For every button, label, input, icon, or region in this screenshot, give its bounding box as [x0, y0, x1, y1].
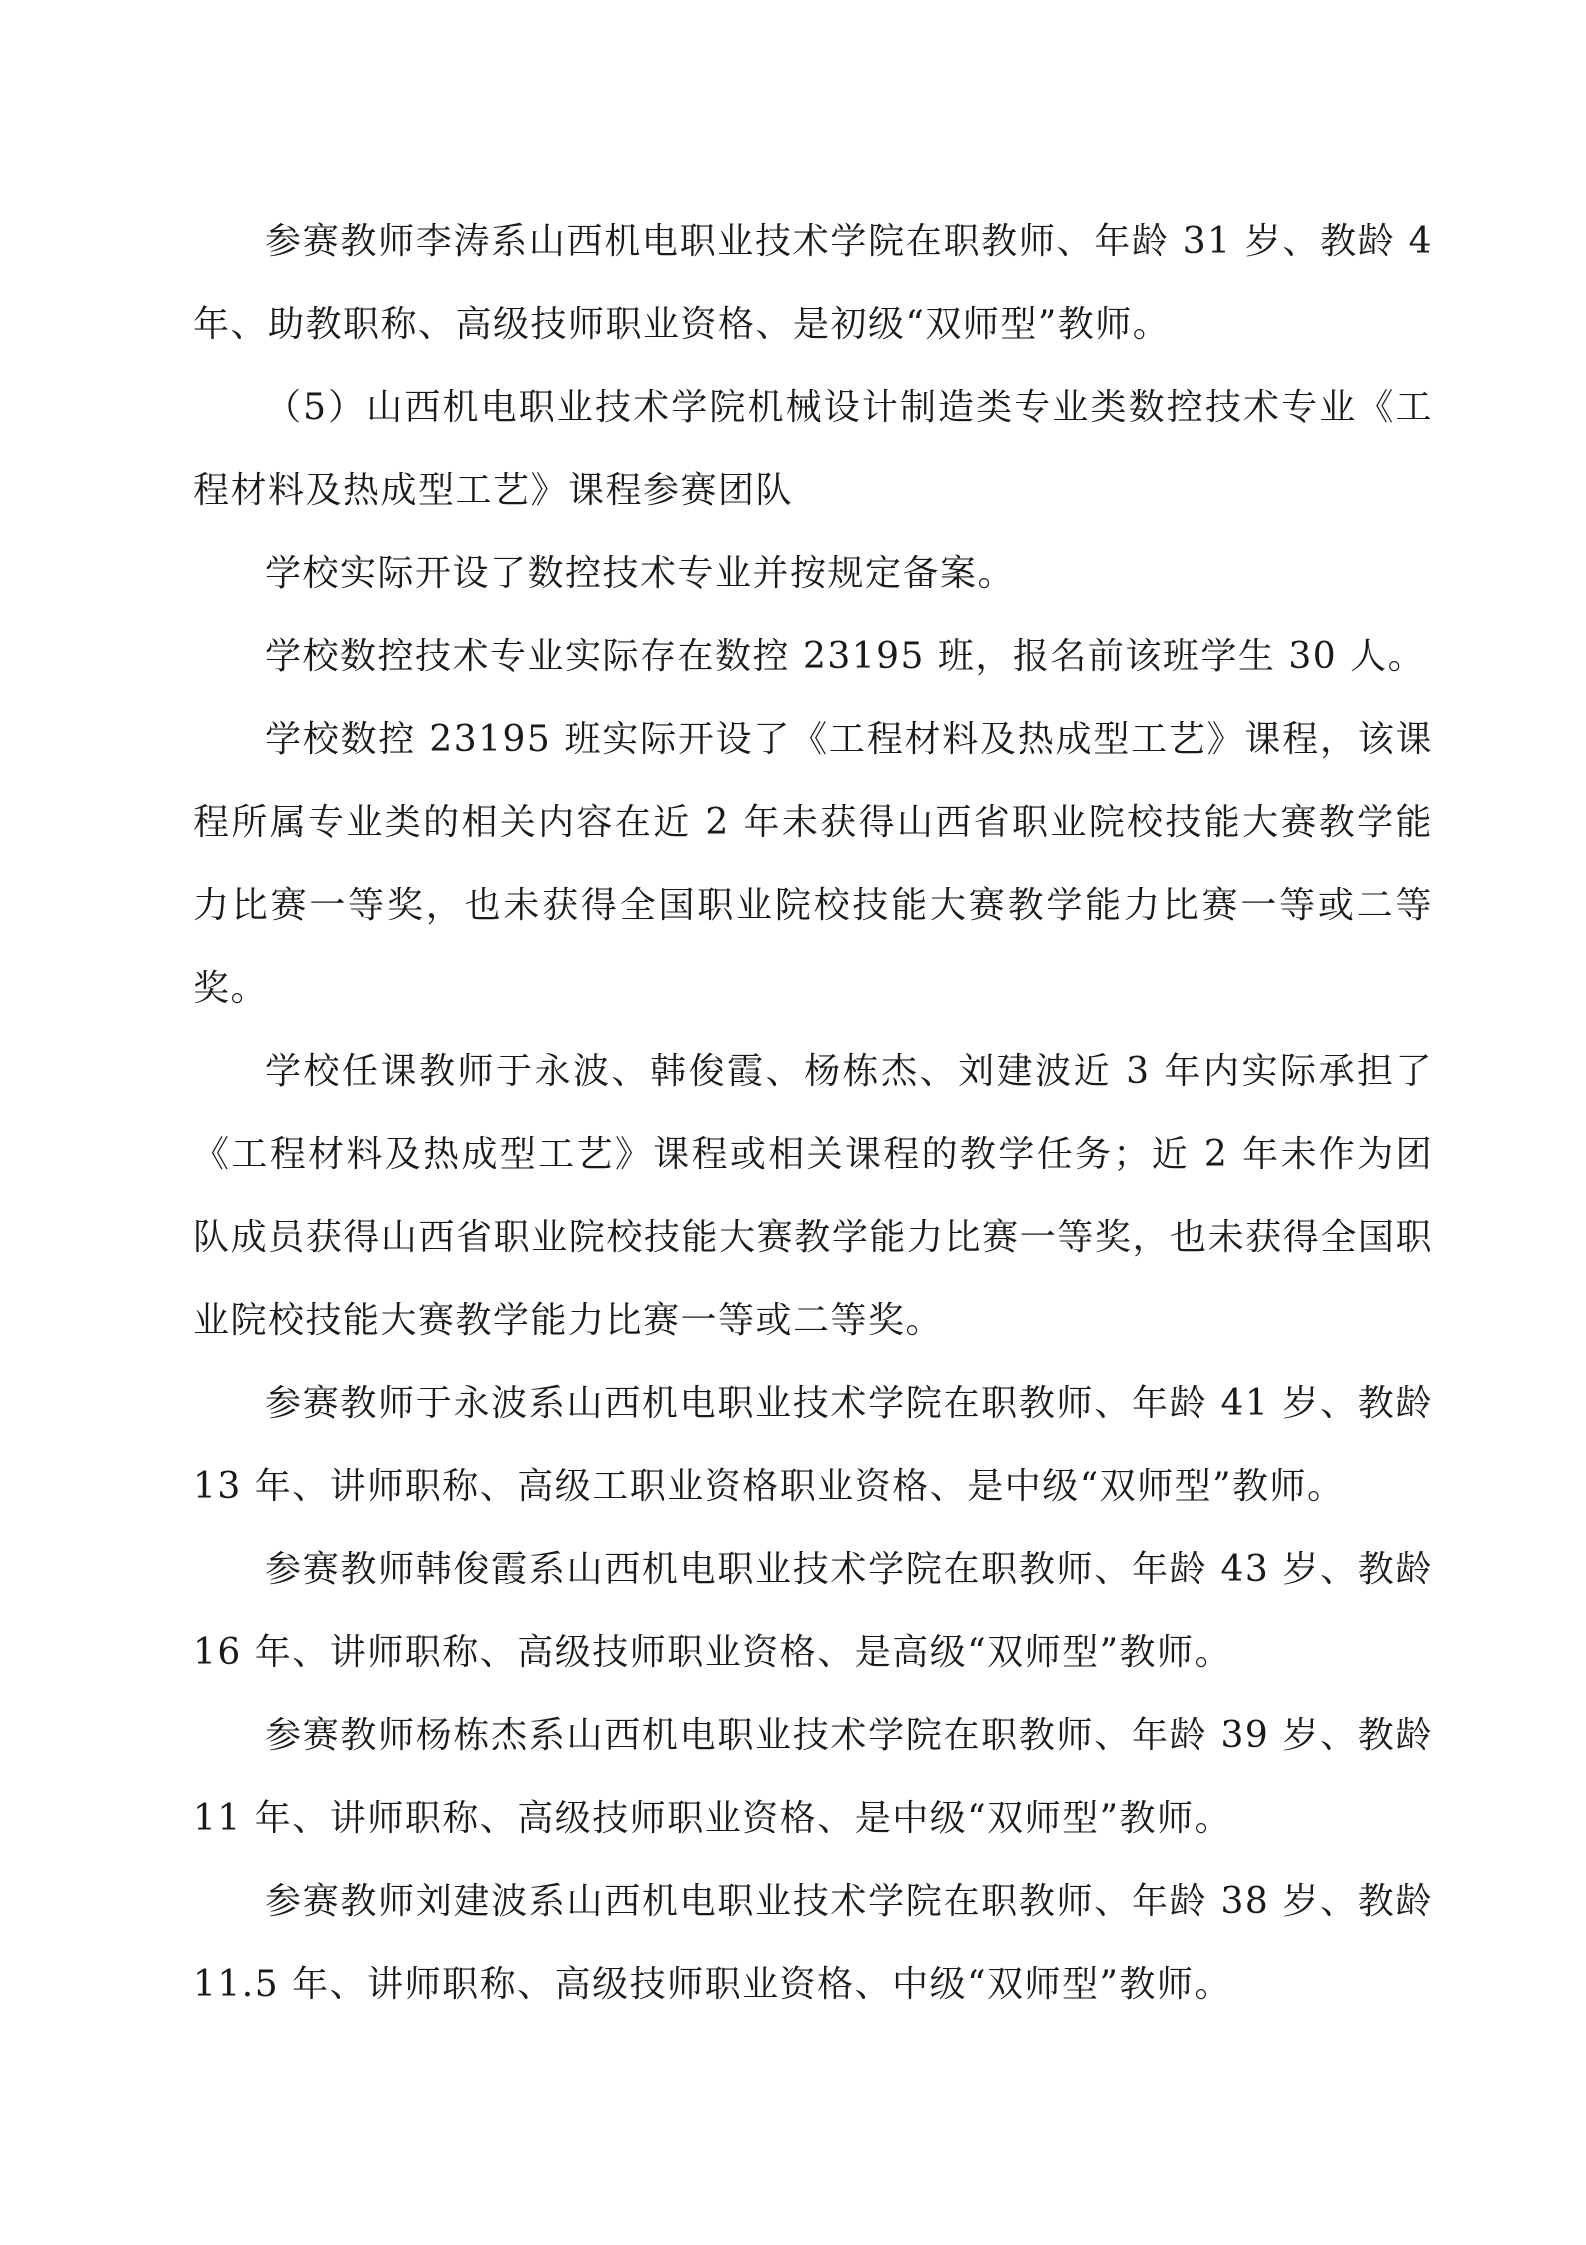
paragraph-team-teachers: 学校任课教师于永波、韩俊霞、杨栋杰、刘建波近 3 年内实际承担了《工程材料及热成型工艺》课程或相关课程的教学任务；近 2 年未作为团队成员获得山西省职业院校技能大赛教学能力比赛一等奖，也未获得全国职业院校技能大赛教学能力比赛一等或二等奖。: [193, 1051, 1433, 1341]
paragraph-yu-yongbo: 参赛教师于永波系山西机电职业技术学院在职教师、年龄 41 岁、教龄 13 年、讲师职称、高级工职业资格职业资格、是中级“双师型”教师。: [193, 1383, 1433, 1507]
paragraph-class-info: 学校数控技术专业实际存在数控 23195 班，报名前该班学生 30 人。: [265, 636, 1426, 677]
paragraph-yang-dongjie: 参赛教师杨栋杰系山西机电职业技术学院在职教师、年龄 39 岁、教龄 11 年、讲师职称、高级技师职业资格、是中级“双师型”教师。: [193, 1715, 1433, 1839]
paragraph-liu-jianbo: 参赛教师刘建波系山西机电职业技术学院在职教师、年龄 38 岁、教龄 11.5 年、讲师职称、高级技师职业资格、中级“双师型”教师。: [193, 1881, 1433, 2005]
section-heading-team-5: （5）山西机电职业技术学院机械设计制造类专业类数控技术专业《工程材料及热成型工艺》课程参赛团队: [193, 387, 1433, 511]
document-body: [193, 200, 1433, 2026]
paragraph-major-registration: 学校实际开设了数控技术专业并按规定备案。: [265, 553, 1016, 594]
paragraph-course-info: 学校数控 23195 班实际开设了《工程材料及热成型工艺》课程，该课程所属专业类的相关内容在近 2 年未获得山西省职业院校技能大赛教学能力比赛一等奖，也未获得全国职业院校技能大赛教学能力比赛一等或二等奖。: [193, 719, 1433, 1009]
paragraph-li-tao: 参赛教师李涛系山西机电职业技术学院在职教师、年龄 31 岁、教龄 4 年、助教职称、高级技师职业资格、是初级“双师型”教师。: [193, 221, 1433, 345]
paragraph-han-junxia: 参赛教师韩俊霞系山西机电职业技术学院在职教师、年龄 43 岁、教龄 16 年、讲师职称、高级技师职业资格、是高级“双师型”教师。: [193, 1549, 1433, 1673]
